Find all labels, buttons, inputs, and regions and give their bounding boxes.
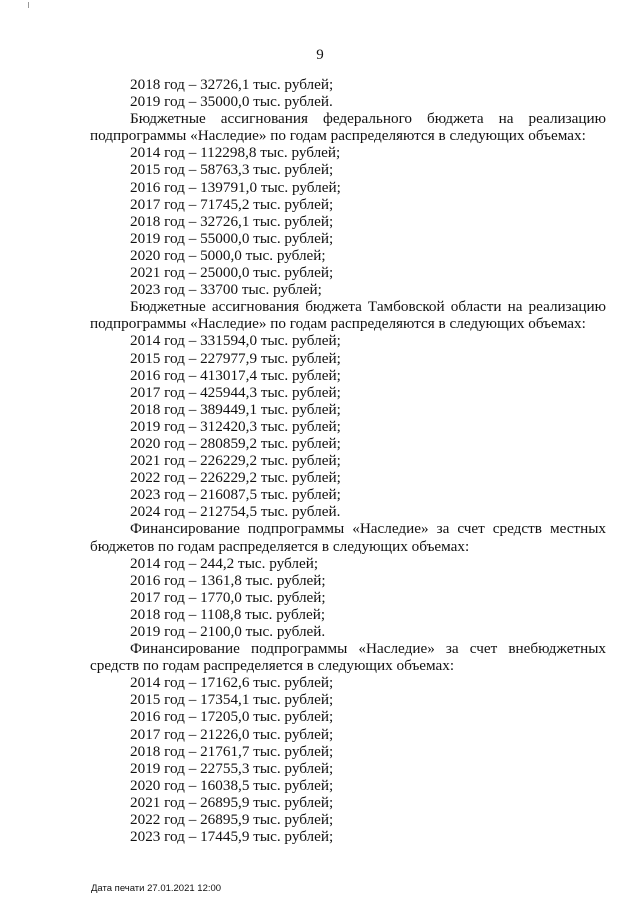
year-amount-line: 2015 год – 17354,1 тыс. рублей; (130, 691, 334, 709)
year-amount-line: 2020 год – 5000,0 тыс. рублей; (130, 246, 326, 264)
year-amount-line: 2014 год – 112298,8 тыс. рублей; (130, 144, 341, 162)
year-amount-line: 2015 год – 227977,9 тыс. рублей; (130, 349, 341, 367)
year-amount-line: 2022 год – 226229,2 тыс. рублей; (130, 469, 341, 487)
year-amount-line: 2022 год – 26895,9 тыс. рублей; (130, 811, 334, 829)
year-amount-line: 2019 год – 35000,0 тыс. рублей. (130, 93, 333, 111)
paragraph-line: подпрограммы «Наследие» по годам распределяются в следующих объемах: (90, 315, 586, 333)
year-amount-line: 2014 год – 17162,6 тыс. рублей; (130, 674, 334, 692)
year-amount-line: 2019 год – 55000,0 тыс. рублей; (130, 229, 334, 247)
year-amount-line: 2018 год – 32726,1 тыс. рублей; (130, 76, 334, 93)
print-date-footer: Дата печати 27.01.2021 12:00 (91, 883, 222, 894)
paragraph-first-line: Финансирование подпрограммы «Наследие» за счет внебюджетных (130, 640, 606, 658)
paragraph-line: бюджетов по годам распределяется в следующих объемах: (90, 537, 470, 555)
year-amount-line: 2016 год – 1361,8 тыс. рублей; (130, 571, 326, 589)
year-amount-line: 2018 год – 389449,1 тыс. рублей; (130, 400, 341, 418)
year-amount-line: 2019 год – 312420,3 тыс. рублей; (130, 417, 341, 435)
year-amount-line: 2021 год – 25000,0 тыс. рублей; (130, 264, 334, 282)
paragraph-first-line: Бюджетные ассигнования федерального бюджета на реализацию (130, 110, 606, 128)
year-amount-line: 2016 год – 413017,4 тыс. рублей; (130, 366, 341, 384)
year-amount-line: 2021 год – 26895,9 тыс. рублей; (130, 793, 334, 811)
year-amount-line: 2018 год – 32726,1 тыс. рублей; (130, 212, 334, 230)
year-amount-line: 2018 год – 21761,7 тыс. рублей; (130, 742, 334, 760)
paragraph-line: средств по годам распределяется в следующих объемах: (90, 657, 455, 675)
page-number: 9 (316, 47, 324, 63)
paragraph-first-line: Бюджетные ассигнования бюджета Тамбовской области на реализацию (130, 298, 606, 316)
year-amount-line: 2024 год – 212754,5 тыс. рублей. (130, 503, 341, 521)
year-amount-line: 2017 год – 425944,3 тыс. рублей; (130, 383, 341, 401)
year-amount-line: 2019 год – 2100,0 тыс. рублей. (130, 623, 326, 640)
year-amount-line: 2023 год – 216087,5 тыс. рублей; (130, 486, 341, 504)
scan-corner-mark (28, 2, 29, 8)
year-amount-line: 2020 год – 16038,5 тыс. рублей; (130, 776, 334, 794)
year-amount-line: 2020 год – 280859,2 тыс. рублей; (130, 434, 341, 452)
year-amount-line: 2017 год – 1770,0 тыс. рублей; (130, 588, 326, 606)
paragraph-first-line: Финансирование подпрограммы «Наследие» за счет средств местных (130, 520, 606, 538)
year-amount-line: 2017 год – 21226,0 тыс. рублей; (130, 725, 334, 743)
year-amount-line: 2016 год – 139791,0 тыс. рублей; (130, 178, 341, 196)
year-amount-line: 2023 год – 33700 тыс. рублей; (130, 281, 322, 299)
year-amount-line: 2014 год – 244,2 тыс. рублей; (130, 554, 319, 572)
year-amount-line: 2015 год – 58763,3 тыс. рублей; (130, 161, 334, 179)
year-amount-line: 2017 год – 71745,2 тыс. рублей; (130, 195, 334, 213)
year-amount-line: 2023 год – 17445,9 тыс. рублей; (130, 828, 334, 846)
year-amount-line: 2018 год – 1108,8 тыс. рублей; (130, 605, 326, 623)
year-amount-line: 2021 год – 226229,2 тыс. рублей; (130, 452, 341, 470)
document-body (90, 76, 606, 845)
year-amount-line: 2019 год – 22755,3 тыс. рублей; (130, 759, 334, 777)
paragraph-line: подпрограммы «Наследие» по годам распределяются в следующих объемах: (90, 127, 586, 145)
year-amount-line: 2016 год – 17205,0 тыс. рублей; (130, 708, 334, 726)
year-amount-line: 2014 год – 331594,0 тыс. рублей; (130, 332, 341, 350)
